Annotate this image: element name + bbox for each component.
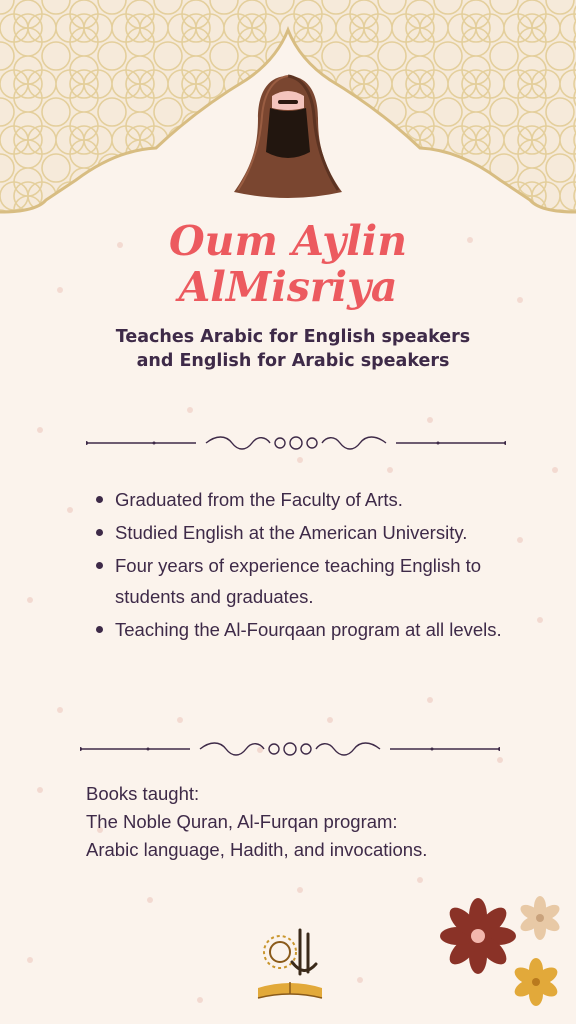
list-item: Four years of experience teaching English to students and graduates.: [92, 550, 532, 612]
ornamental-divider-icon: [80, 737, 500, 761]
books-line: Arabic language, Hadith, and invocations.: [86, 839, 428, 860]
ornamental-divider-icon: [86, 431, 506, 455]
books-taught-section: [86, 780, 546, 864]
teacher-name-line1: Oum Aylin: [168, 217, 408, 265]
decorative-flowers-icon: [436, 890, 576, 1024]
qualifications-list: [92, 484, 532, 647]
teacher-name-line2: AlMisriya: [178, 263, 398, 311]
books-heading: Books taught:: [86, 783, 200, 804]
teacher-subtitle: Teaches Arabic for English speakers and English for Arabic speakers: [115, 327, 471, 371]
books-line: The Noble Quran, Al-Furqan program:: [86, 811, 398, 832]
veiled-woman-icon: [228, 72, 348, 200]
list-item: Studied English at the American University.: [92, 517, 532, 548]
calligraphy-book-logo-icon: [250, 922, 330, 1010]
list-item: Teaching the Al-Fourqaan program at all levels.: [92, 614, 532, 645]
list-item: Graduated from the Faculty of Arts.: [92, 484, 532, 515]
teacher-name: [0, 218, 576, 310]
